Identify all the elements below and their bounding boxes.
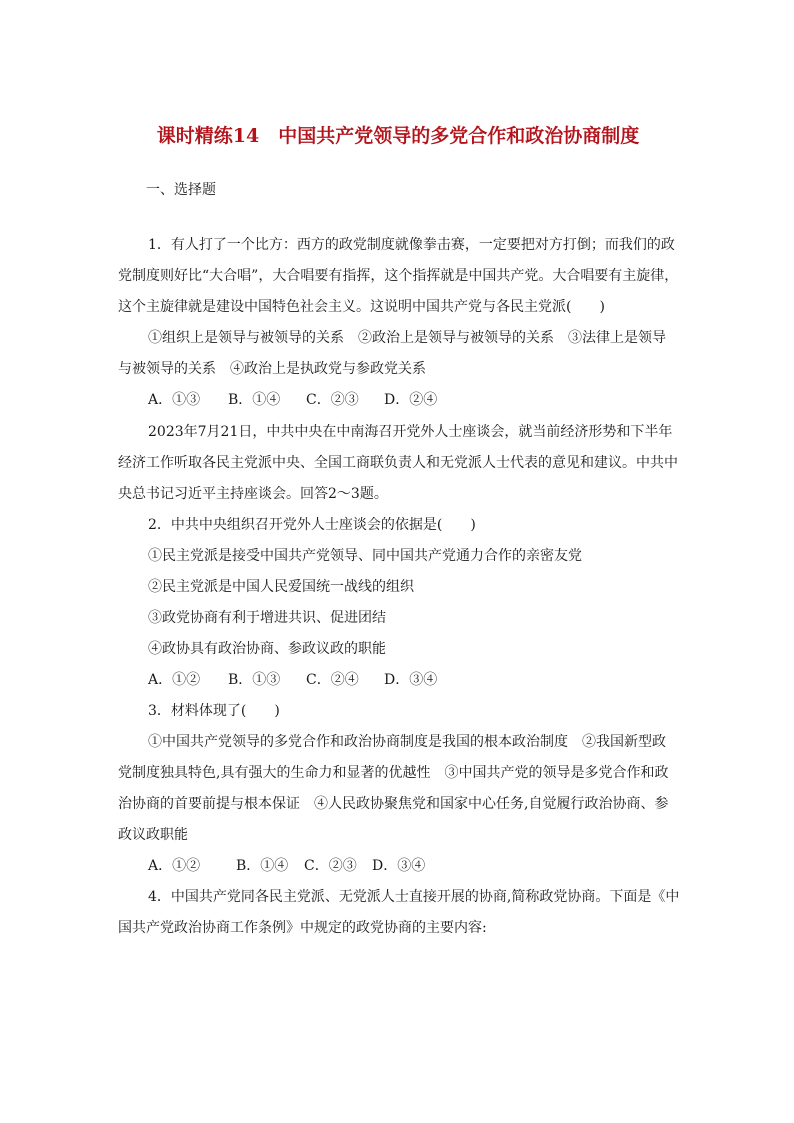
q3-statements-line-4: 政议政职能 <box>118 827 188 843</box>
q4-line-2: 国共产党政治协商工作条例》中规定的政党协商的主要内容: <box>118 920 487 936</box>
q1-option-c: C．②③ <box>306 392 359 408</box>
q4-line-1: 4．中国共产党同各民主党派、无党派人士直接开展的协商,简称政党协商。下面是《中 <box>148 889 680 905</box>
q2-option-d: D．③④ <box>384 672 438 688</box>
q1-option-a: A．①③ <box>148 392 201 408</box>
material-line-2: 经济工作听取各民主党派中央、全国工商联负责人和无党派人士代表的意见和建议。中共中 <box>118 455 678 471</box>
q2-statement-2: ②民主党派是中国人民爱国统一战线的组织 <box>148 579 414 595</box>
q2-option-a: A．①② <box>148 672 201 688</box>
material-line-1: 2023年7月21日，中共中央在中南海召开党外人士座谈会，就当前经济形势和下半年 <box>148 424 673 440</box>
q1-option-b: B．①④ <box>228 392 281 408</box>
page-title: 课时精练14 中国共产党领导的多党合作和政治协商制度 <box>156 125 640 147</box>
q3-option-a: A．①② <box>148 858 201 874</box>
q1-line-1: 1．有人打了一个比方：西方的政党制度就像拳击赛，一定要把对方打倒；而我们的政 <box>148 237 675 253</box>
q3-stem: 3．材料体现了( ) <box>148 703 280 719</box>
q3-statements-line-2: 党制度独具特色,具有强大的生命力和显著的优越性 ③中国共产党的领导是多党合作和政 <box>118 765 669 781</box>
material-line-3: 央总书记习近平主持座谈会。回答2～3题。 <box>118 486 388 502</box>
section-heading: 一、选择题 <box>146 182 216 198</box>
q1-line-2: 党制度则好比“大合唱”，大合唱要有指挥，这个指挥就是中国共产党。大合唱要有主旋律， <box>118 268 679 284</box>
q2-option-c: C．②④ <box>306 672 359 688</box>
q2-statement-3: ③政党协商有利于增进共识、促进团结 <box>148 610 386 626</box>
q1-line-3: 这个主旋律就是建设中国特色社会主义。这说明中国共产党与各民主党派( ) <box>118 299 605 315</box>
q2-stem: 2．中共中央组织召开党外人士座谈会的依据是( ) <box>148 517 476 533</box>
q1-options <box>148 391 437 409</box>
q3-option-d: D．③④ <box>372 858 426 874</box>
q3-statements-line-3: 治协商的首要前提与根本保证 ④人民政协聚焦党和国家中心任务,自觉履行政治协商、参 <box>118 796 669 812</box>
q3-statements-line-1: ①中国共产党领导的多党合作和政治协商制度是我国的根本政治制度 ②我国新型政 <box>148 734 666 750</box>
q1-option-d: D．②④ <box>384 392 438 408</box>
q2-option-b: B．①③ <box>228 672 281 688</box>
q3-option-c: C．②③ <box>304 858 357 874</box>
q1-statements-line-1: ①组织上是领导与被领导的关系 ②政治上是领导与被领导的关系 ③法律上是领导 <box>148 330 666 346</box>
q2-options <box>148 671 437 689</box>
q1-statements-line-2: 与被领导的关系 ④政治上是执政党与参政党关系 <box>118 361 426 377</box>
q2-statement-4: ④政协具有政治协商、参政议政的职能 <box>148 641 386 657</box>
q2-statement-1: ①民主党派是接受中国共产党领导、同中国共产党通力合作的亲密友党 <box>148 548 582 564</box>
q3-options <box>148 857 425 875</box>
q3-option-b: B．①④ <box>236 858 289 874</box>
